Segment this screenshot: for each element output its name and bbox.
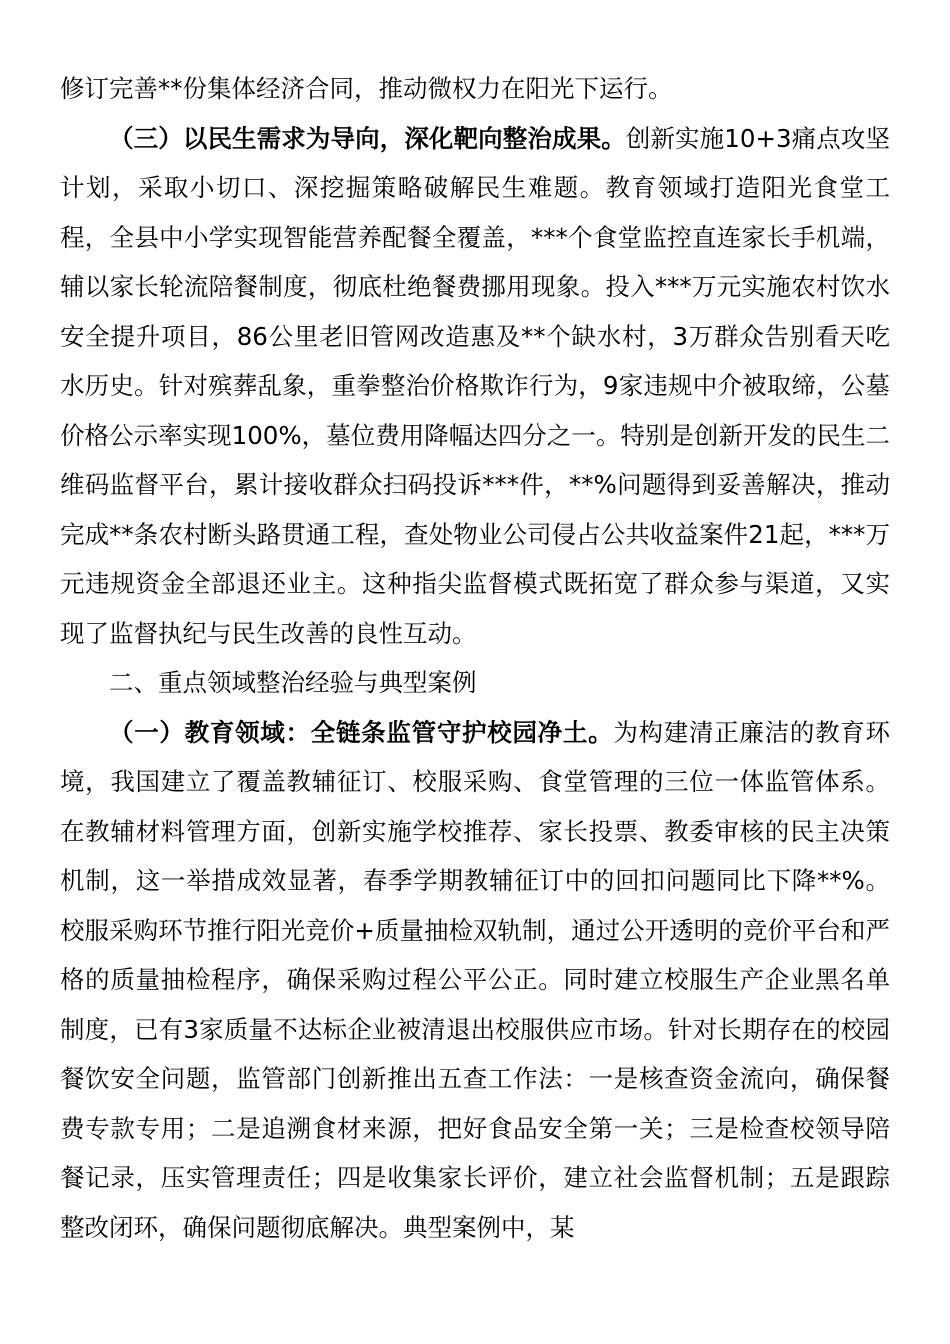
chapter-heading-two [60, 658, 890, 708]
paragraph-contract-revision [60, 64, 890, 114]
paragraph-text: 为构建清正廉洁的教育环境，我国建立了覆盖教辅征订、校服采购、食堂管理的三位一体监管体系。在教辅材料管理方面，创新实施学校推荐、家长投票、教委审核的民主决策机制，这一举措成效显著，春季学期教辅征订中的回扣问题同比下降**%。校服采购环节推行阳光竞价+质量抽检双轨制，通过公开透明的竞价平台和严格的质量抽检程序，确保采购过程公平公正。同时建立校服生产企业黑名单制度，已有3家质量不达标企业被清退出校服供应市场。针对长期存在的校园餐饮安全问题，监管部门创新推出五查工作法：一是核查资金流向，确保餐费专款专用；二是追溯食材来源，把好食品安全第一关；三是检查校领导陪餐记录，压实管理责任；四是收集家长评价，建立社会监督机制；五是跟踪整改闭环，确保问题彻底解决。典型案例中，某 [60, 717, 891, 1242]
document-page [60, 64, 890, 1252]
section-heading-one: （一）教育领域：全链条监管守护校园净土。 [109, 717, 614, 747]
paragraph-text: 创新实施10+3痛点攻坚计划，采取小切口、深挖掘策略破解民生难题。教育领域打造阳光食堂工程，全县中小学实现智能营养配餐全覆盖，***个食堂监控直连家长手机端，辅以家长轮流陪餐制度，彻底杜绝餐费挪用现象。投入***万元实施农村饮水安全提升项目，86公里老旧管网改造惠及**个缺水村，3万群众告别看天吃水历史。针对殡葬乱象，重拳整治价格欺诈行为，9家违规中介被取缔，公墓价格公示率实现100%，墓位费用降幅达四分之一。特别是创新开发的民生二维码监督平台，累计接收群众扫码投诉***件，**%问题得到妥善解决，推动完成**条农村断头路贯通工程，查处物业公司侵占公共收益案件21起，***万元违规资金全部退还业主。这种指尖监督模式既拓宽了群众参与渠道，又实现了监督执纪与民生改善的良性互动。 [60, 123, 891, 648]
section-heading-three: （三）以民生需求为导向，深化靶向整治成果。 [109, 123, 626, 153]
paragraph-text: 修订完善**份集体经济合同，推动微权力在阳光下运行。 [60, 74, 673, 103]
chapter-heading-text: 二、重点领域整治经验与典型案例 [109, 668, 477, 697]
paragraph-livelihood-rectification [60, 114, 890, 659]
paragraph-education-field [60, 708, 890, 1253]
